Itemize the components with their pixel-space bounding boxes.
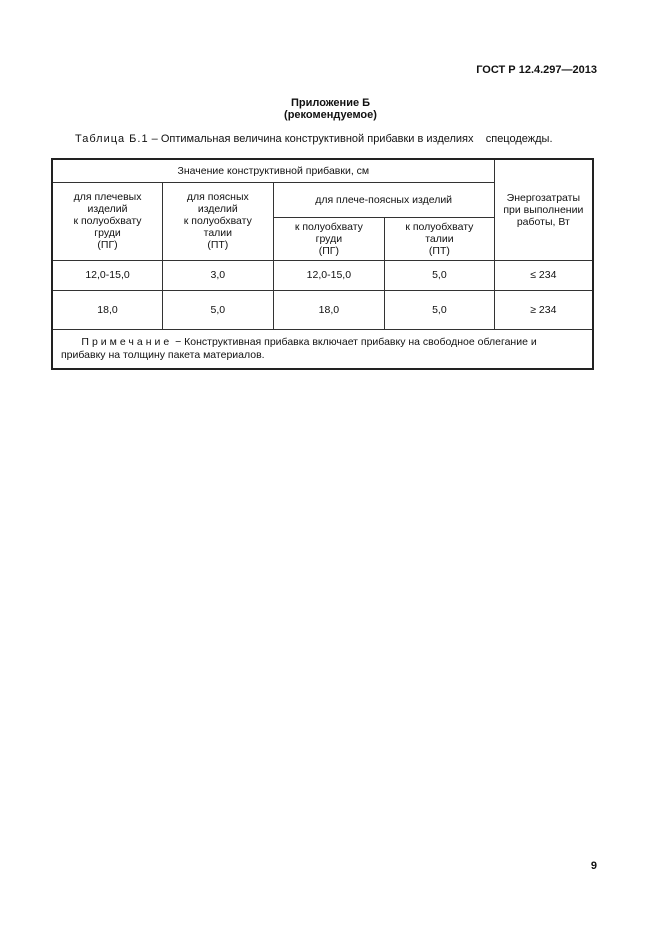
note-label: Примечание — [81, 335, 173, 348]
caption-dash: – — [148, 133, 161, 145]
table-row — [52, 290, 593, 329]
table-cell: 5,0 — [163, 290, 274, 329]
shoulder-header-cell: для плечевых изделий к полуобхвату груди (ПГ) — [52, 182, 163, 260]
appendix-subtitle: (рекомендуемое) — [284, 109, 377, 121]
note-text: − Конструктивная прибавка включает прибавку на свободное облегание и прибавку на толщину пакета материалов. — [61, 335, 537, 361]
table-cell: 12,0-15,0 — [273, 260, 385, 290]
group-header-cell: Значение конструктивной прибавки, см — [52, 159, 494, 182]
table-cell: 18,0 — [52, 290, 163, 329]
table-row — [52, 260, 593, 290]
energy-header-cell: Энергозатраты при выполнении работы, Вт — [494, 159, 593, 260]
table-header-row — [52, 159, 593, 182]
table-cell: 5,0 — [385, 260, 495, 290]
caption-label: Таблица Б.1 — [75, 133, 149, 145]
combined-header-cell: для плече-поясных изделий — [273, 182, 494, 217]
table-cell: 3,0 — [163, 260, 274, 290]
table-note-row — [52, 329, 593, 369]
table-cell: 18,0 — [273, 290, 385, 329]
waist-header-cell: для поясных изделий к полуобхвату талии (ПТ) — [163, 182, 274, 260]
table-cell: ≥ 234 — [494, 290, 593, 329]
sub-chest-header-cell: к полуобхвату груди (ПГ) — [273, 217, 385, 260]
table-cell: 12,0-15,0 — [52, 260, 163, 290]
sub-waist-header-cell: к полуобхвату талии (ПТ) — [385, 217, 495, 260]
document-code: ГОСТ Р 12.4.297—2013 — [476, 64, 597, 76]
table-caption — [75, 133, 553, 145]
allowance-table — [51, 158, 594, 370]
table-cell: 5,0 — [385, 290, 495, 329]
appendix-title: Приложение Б — [290, 97, 371, 109]
caption-text: Оптимальная величина конструктивной прибавки в изделиях спецодежды. — [160, 133, 553, 145]
table-cell: ≤ 234 — [494, 260, 593, 290]
appendix-heading — [0, 97, 661, 121]
page-number: 9 — [590, 860, 597, 872]
table-note — [52, 329, 593, 369]
